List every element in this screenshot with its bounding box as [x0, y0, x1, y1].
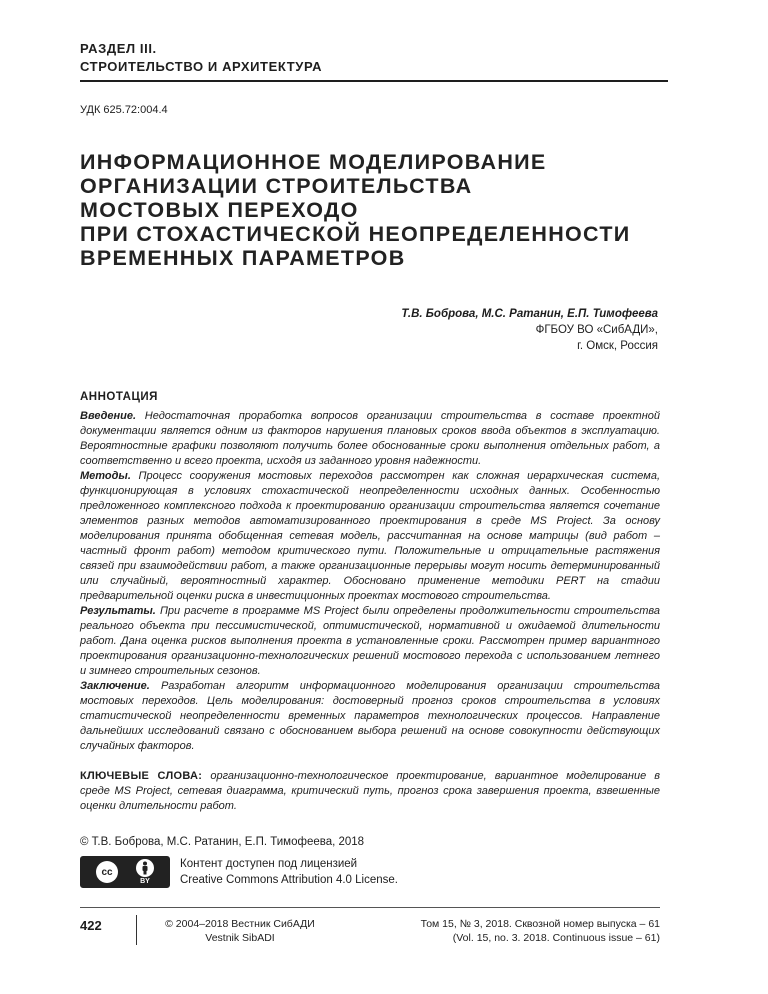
abstract-heading: АННОТАЦИЯ [80, 391, 158, 403]
conclusion-text: Разработан алгоритм информационного моделирования организации строительства мостовых переходов. Цель моделирования: достоверный прогноз сроков строительства в условиях статистической неопределенности временных параметров технологических процессов. Направление дальнейших исследований связано с обоснованием выбора решений на основе совокупности действующих случайных факторов. [80, 680, 660, 752]
article-title [80, 150, 680, 270]
section-divider [80, 80, 668, 82]
author-city: г. Омск, Россия [577, 340, 658, 352]
title-line: ПРИ СТОХАСТИЧЕСКОЙ НЕОПРЕДЕЛЕННОСТИ [80, 222, 631, 246]
title-line: ИНФОРМАЦИОННОЕ МОДЕЛИРОВАНИЕ [80, 150, 547, 174]
abstract [80, 391, 660, 754]
abstract-methods [80, 469, 660, 604]
authors-block [401, 306, 658, 354]
results-text: При расчете в программе MS Project были определены продолжительности строительства реального объекта при пессимистической, оптимистической, нормативной и ожидаемой длительности работ. Дана оценка рисков выполнения проекта в установленные сроки. Рассмотрен пример вариантного проектирования организационно-технологических решений мостового перехода с использованием летнего и зимнего строительных сезонов. [80, 605, 660, 677]
methods-text: Процесс сооружения мостовых переходов рассмотрен как сложная иерархическая система, функционирующая в условиях стохастической неопределенности исходных данных. Особенностью предложенного комплексного подхода к проектированию организации строительства является сочетание элементов разных методов автоматизированного проектирования в среде MS Project. За основу моделирования принята обобщенная сетевая модель, рассчитанная на основе матрицы (вид работ – частный фронт работ) методом критического пути. Положительные и отрицательные растяжения связей при взаимодействии работ, а также организационные перерывы могут носить детерминированный или случайный, вероятностный характер. Обосновано применение методики PERT на стадии предварительной оценки риска в инвестиционных проектах мостового строительства. [80, 470, 661, 602]
keywords-text: организационно-технологическое проектирование, вариантное моделирование в среде MS Project, сетевая диаграмма, критический путь, прогноз срока завершения проекта, взвешенные оценки длительности работ. [80, 770, 660, 812]
udk-code: УДК 625.72:004.4 [80, 104, 168, 116]
by-label: BY [140, 878, 150, 885]
methods-label: Методы. [80, 470, 131, 482]
abstract-results [80, 604, 660, 679]
section-number: РАЗДЕЛ III. [80, 41, 157, 56]
introduction-label: Введение. [80, 410, 137, 422]
attribution-badge [136, 859, 154, 885]
title-line: МОСТОВЫХ ПЕРЕХОДО [80, 198, 359, 222]
title-line: ОРГАНИЗАЦИИ СТРОИТЕЛЬСТВА [80, 174, 473, 198]
keywords [80, 769, 660, 814]
section-header [80, 40, 668, 82]
abstract-introduction [80, 409, 660, 469]
license-link[interactable]: Creative Commons Attribution 4.0 License. [180, 874, 398, 886]
cc-icon: cc [96, 861, 118, 883]
journal-name-ru: © 2004–2018 Вестник СибАДИ [165, 918, 315, 930]
abstract-conclusion [80, 679, 660, 754]
keywords-label: КЛЮЧЕВЫЕ СЛОВА: [80, 770, 203, 782]
footer-divider [80, 907, 660, 908]
journal-name-en: Vestnik SibADI [205, 932, 275, 944]
page-number: 422 [80, 918, 102, 933]
issue-info [421, 917, 660, 945]
title-line: ВРЕМЕННЫХ ПАРАМЕТРОВ [80, 246, 406, 270]
results-label: Результаты. [80, 605, 156, 617]
cc-by-badge[interactable] [80, 856, 170, 888]
journal-copyright [150, 917, 330, 945]
issue-info-en: (Vol. 15, no. 3. 2018. Continuous issue – 61) [452, 932, 660, 944]
license-line: Контент доступен под лицензией [180, 858, 358, 870]
section-title: СТРОИТЕЛЬСТВО И АРХИТЕКТУРА [80, 59, 323, 74]
introduction-text: Недостаточная проработка вопросов организации строительства в составе проектной документации является одним из факторов нарушения плановых сроков ввода объектов в эксплуатацию. Вероятностные графики позволяют получить более обоснованные сроки выполнения отдельных работ, а соответственно и всего проекта, исходя из заданного уровня надежности. [80, 410, 660, 467]
person-icon [136, 859, 154, 877]
conclusion-label: Заключение. [80, 680, 150, 692]
footer-vertical-divider [136, 915, 137, 945]
author-affiliation: ФГБОУ ВО «СибАДИ», [535, 324, 658, 336]
issue-info-ru: Том 15, № 3, 2018. Сквозной номер выпуска – 61 [420, 918, 660, 930]
copyright-notice: © Т.В. Боброва, М.С. Ратанин, Е.П. Тимофеева, 2018 [80, 836, 365, 848]
license-text [180, 856, 398, 888]
license-block [80, 856, 398, 888]
author-names: Т.В. Боброва, М.С. Ратанин, Е.П. Тимофеева [401, 308, 658, 320]
